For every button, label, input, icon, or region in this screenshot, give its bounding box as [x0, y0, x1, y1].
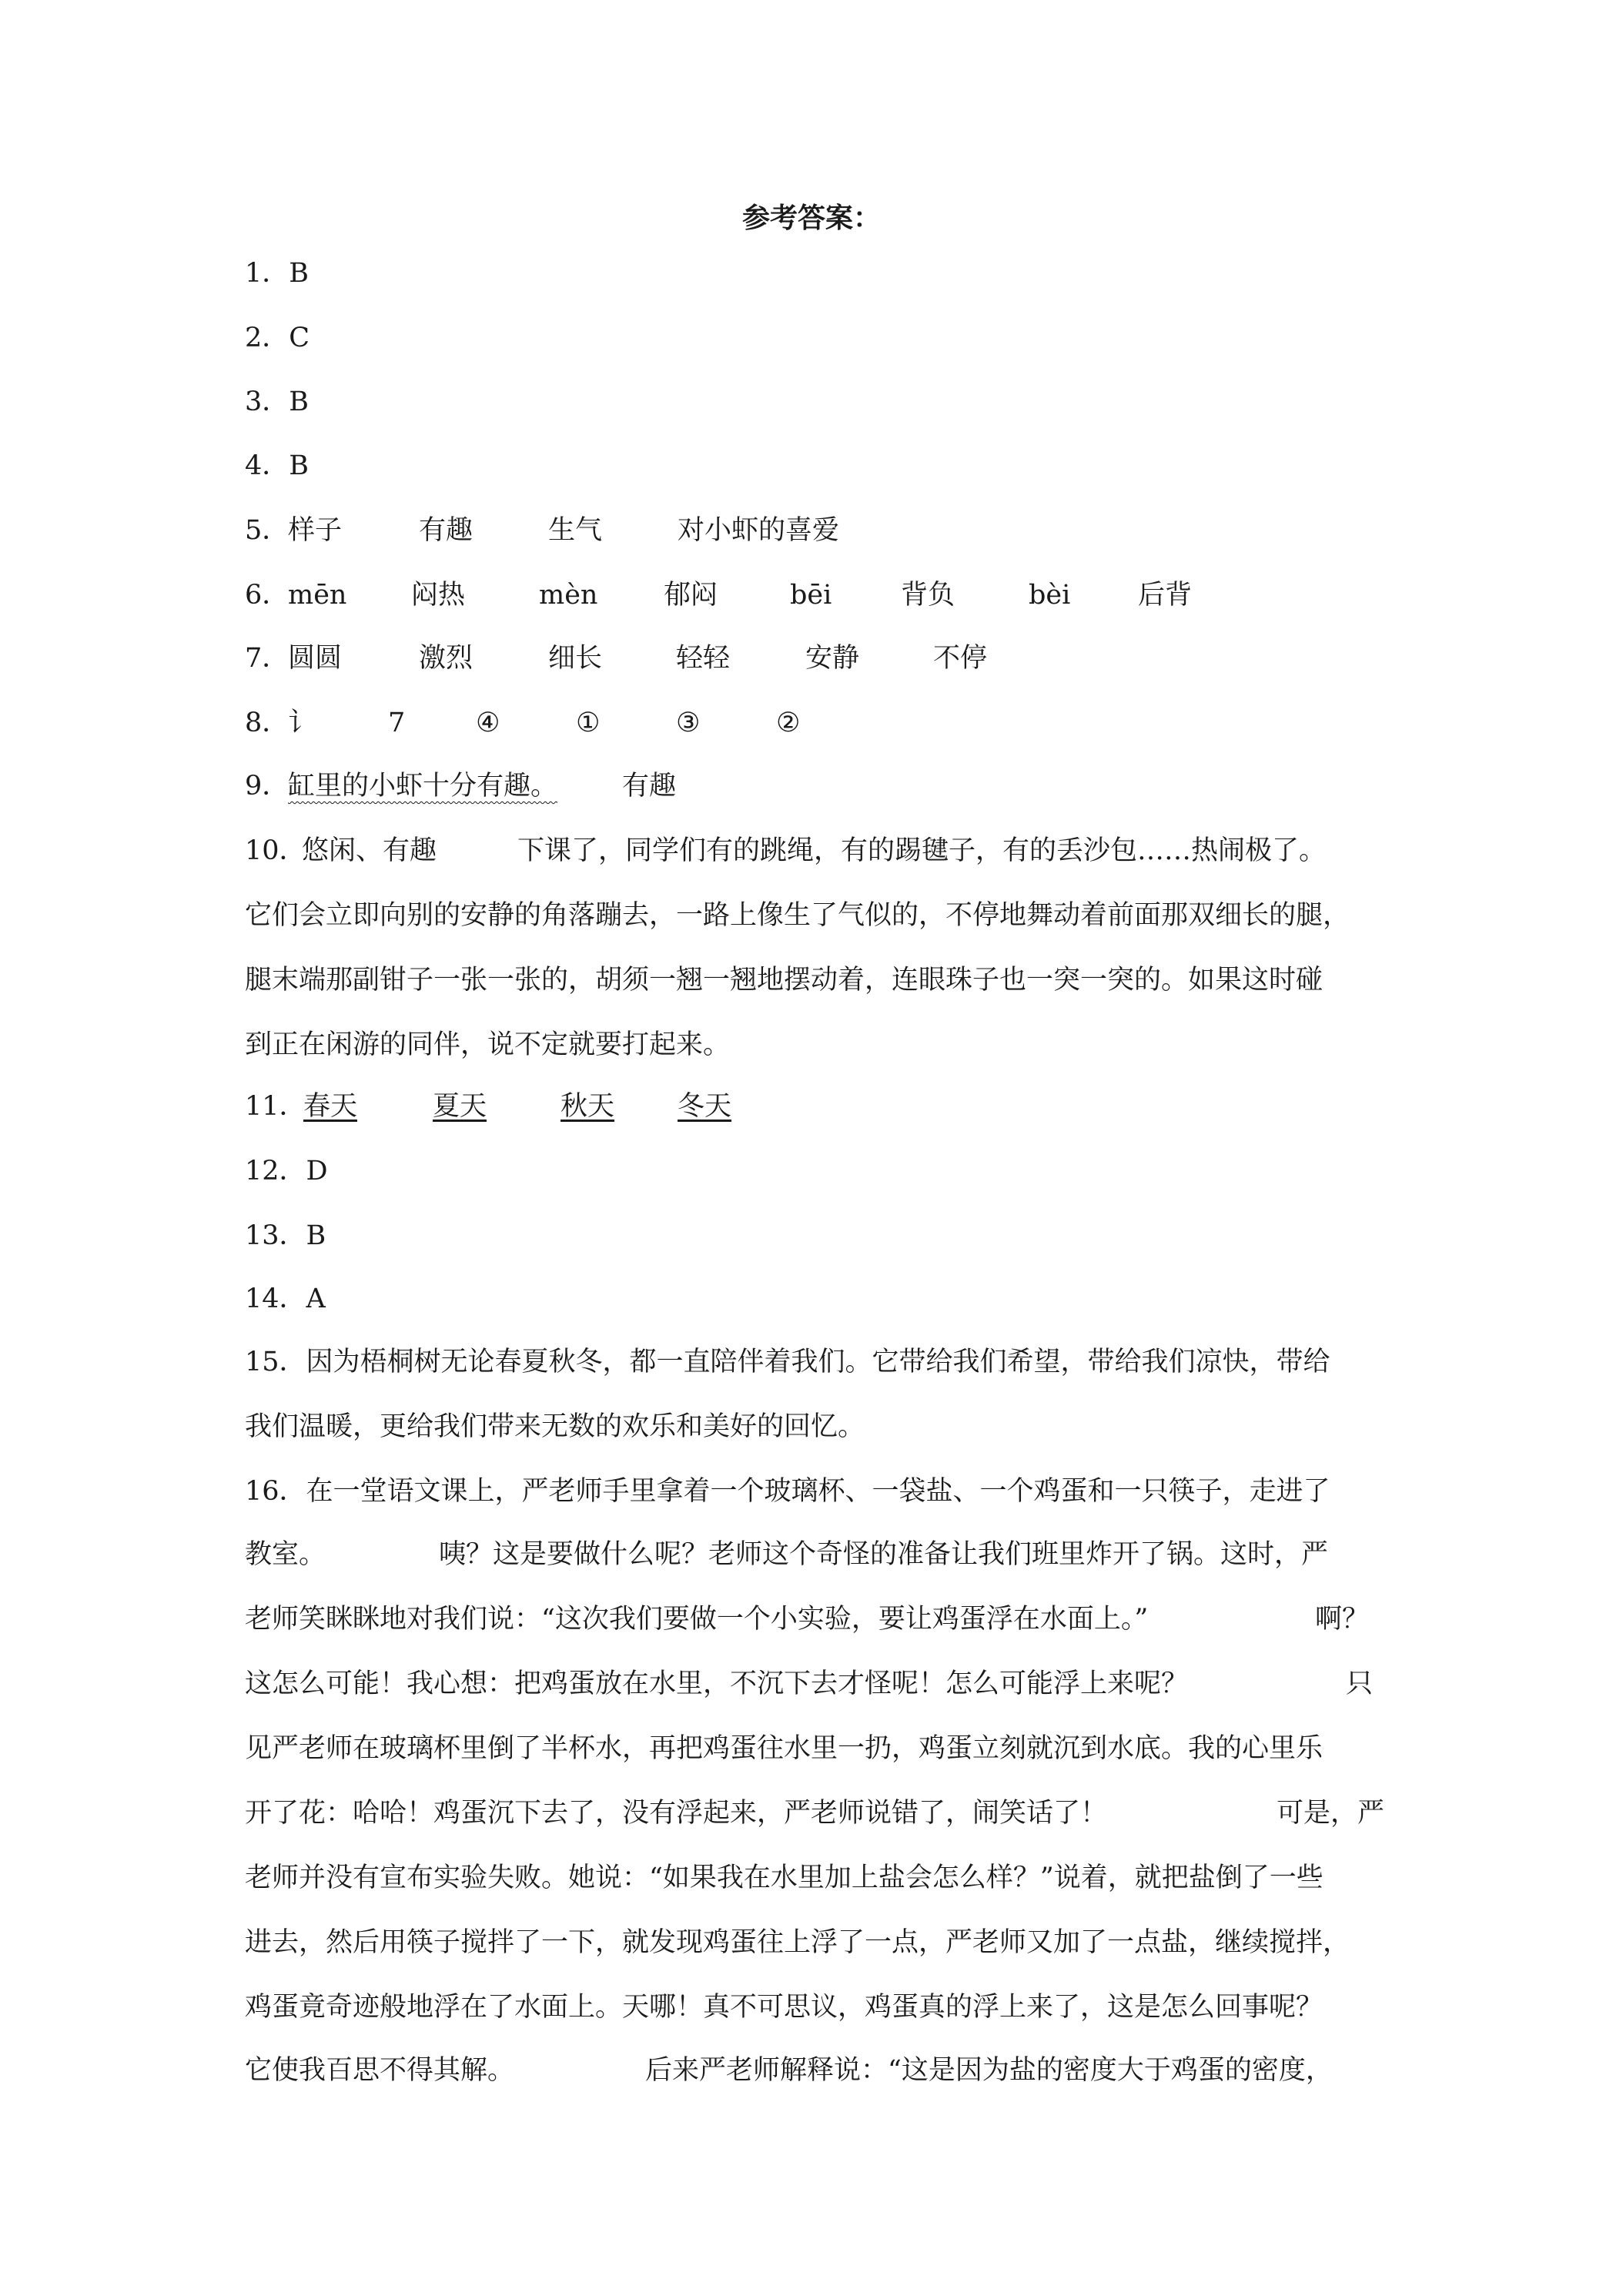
- answer-16-line-5: [245, 1729, 1384, 1768]
- paragraph-line: 教室。: [245, 1539, 326, 1570]
- answer-value: A: [306, 1284, 326, 1314]
- answer-item: 后背: [1138, 580, 1193, 611]
- pinyin: mēn: [288, 580, 347, 611]
- answer-6: [245, 576, 1384, 614]
- answer-7: [245, 639, 1384, 678]
- paragraph-line: 它们会立即向别的安静的角落蹦去，一路上像生了气似的，不停地舞动着前面那双细长的腿，: [245, 900, 1350, 931]
- answer-item: 有趣: [419, 515, 474, 546]
- answer-item: 闷热: [411, 580, 466, 611]
- answer-13: [245, 1217, 1384, 1255]
- answer-item: 郁闷: [664, 580, 718, 611]
- season-item: 秋天: [561, 1091, 615, 1122]
- question-number: 3．: [245, 387, 289, 417]
- answer-item: 对小虾的喜爱: [678, 515, 840, 546]
- question-number: 4．: [245, 450, 289, 481]
- answer-item: 细长: [548, 643, 603, 674]
- answer-1: [245, 254, 1384, 293]
- answer-16-first-line: [245, 1472, 1384, 1511]
- answer-16-line-9: [245, 1988, 1384, 2027]
- answer-item: 激烈: [419, 643, 474, 674]
- paragraph-line: 腿末端那副钳子一张一张的，胡须一翘一翘地摆动着，连眼珠子也一突一突的。如果这时碰: [245, 965, 1323, 996]
- paragraph-line: 老师并没有宣布实验失败。她说：“如果我在水里加上盐会怎么样？”说着，就把盐倒了一些: [245, 1863, 1323, 1893]
- page-title: 参考答案：: [741, 202, 881, 234]
- answer-value: B: [306, 1220, 326, 1251]
- paragraph-line: 鸡蛋竟奇迹般地浮在了水面上。天哪！真不可思议，鸡蛋真的浮上来了，这是怎么回事呢？: [245, 1992, 1323, 2023]
- answer-item: 轻轻: [676, 643, 731, 674]
- question-number: 12．: [245, 1156, 306, 1186]
- season-item: 春天: [303, 1091, 358, 1122]
- paragraph-line: 进去，然后用筷子搅拌了一下，就发现鸡蛋往上浮了一点，严老师又加了一点盐，继续搅拌，: [245, 1927, 1350, 1958]
- paragraph-line: 到正在闲游的同伴，说不定就要打起来。: [245, 1029, 731, 1060]
- answer-item: 下课了，同学们有的跳绳，有的踢毽子，有的丢沙包……热闹极了。: [517, 835, 1327, 866]
- answer-item: 样子: [288, 515, 343, 546]
- paragraph-line: 它使我百思不得其解。: [245, 2055, 515, 2086]
- paragraph-line: 在一堂语文课上，严老师手里拿着一个玻璃杯、一袋盐、一个鸡蛋和一只筷子，走进了: [306, 1476, 1330, 1507]
- answer-item: ①: [576, 708, 601, 738]
- question-number: 2．: [245, 323, 289, 353]
- paragraph-line: 这怎么可能！我心想：把鸡蛋放在水里，不沉下去才怪呢！怎么可能浮上来呢？: [245, 1668, 1189, 1699]
- pinyin: bèi: [1029, 580, 1071, 611]
- answer-3: [245, 383, 1384, 421]
- answer-item: ④: [476, 708, 500, 738]
- answer-16-line-7: [245, 1859, 1384, 1897]
- paragraph-line: 见严老师在玻璃杯里倒了半杯水，再把鸡蛋往水里一扔，鸡蛋立刻就沉到水底。我的心里乐: [245, 1733, 1323, 1764]
- answer-item: 圆圆: [288, 643, 343, 674]
- answer-10-first-line: [245, 832, 1384, 870]
- paragraph-line: 啊？: [1315, 1604, 1370, 1635]
- question-number: 1．: [245, 258, 289, 289]
- answer-14: [245, 1280, 1384, 1318]
- answer-16-line-8: [245, 1923, 1384, 1962]
- answer-item: 有趣: [622, 771, 677, 802]
- pinyin: bēi: [790, 580, 832, 611]
- answer-10-paragraph: [245, 896, 1387, 1090]
- answer-8: [245, 704, 1384, 742]
- paragraph-line: 我们温暖，更给我们带来无数的欢乐和美好的回忆。: [245, 1411, 865, 1442]
- question-number: 8．: [245, 708, 289, 738]
- answer-item: ②: [776, 708, 801, 738]
- paragraph-line: 只: [1346, 1668, 1374, 1699]
- stroke-count: 7: [388, 708, 406, 738]
- question-number: 16．: [245, 1476, 306, 1507]
- answer-16-line-2: [245, 1535, 1384, 1574]
- question-number: 15．: [245, 1347, 306, 1377]
- answer-16-line-3: [245, 1600, 1384, 1638]
- answer-15-line-2: [245, 1407, 1384, 1446]
- answer-16-line-6: [245, 1794, 1384, 1832]
- paragraph-line: 老师笑眯眯地对我们说：“这次我们要做一个小实验，要让鸡蛋浮在水面上。”: [245, 1604, 1149, 1635]
- question-number: 11．: [245, 1091, 306, 1122]
- answer-15-first-line: [245, 1343, 1384, 1381]
- paragraph-line: 咦？这是要做什么呢？老师这个奇怪的准备让我们班里炸开了锅。这时，严: [439, 1539, 1329, 1570]
- answer-4: [245, 447, 1384, 485]
- answer-item: ③: [676, 708, 701, 738]
- answer-item: 生气: [548, 515, 603, 546]
- answer-value: B: [289, 450, 310, 481]
- answer-value: C: [289, 323, 310, 353]
- pinyin: mèn: [539, 580, 598, 611]
- answer-item: 背负: [901, 580, 955, 611]
- answer-9: [245, 767, 1384, 805]
- answer-12: [245, 1152, 1384, 1190]
- question-number: 9．: [245, 771, 289, 802]
- paragraph-line: 后来严老师解释说：“这是因为盐的密度大于鸡蛋的密度，: [645, 2055, 1333, 2086]
- paragraph-line: 因为梧桐树无论春夏秋冬，都一直陪伴着我们。它带给我们希望，带给我们凉快，带给: [306, 1347, 1330, 1377]
- answer-2: [245, 319, 1384, 357]
- question-number: 5．: [245, 515, 289, 546]
- answer-value: B: [289, 387, 310, 417]
- question-number: 7．: [245, 643, 289, 674]
- season-item: 夏天: [433, 1091, 487, 1122]
- question-number: 6．: [245, 580, 289, 611]
- season-item: 冬天: [678, 1091, 732, 1122]
- answer-5: [245, 511, 1384, 550]
- paragraph-line: 开了花：哈哈！鸡蛋沉下去了，没有浮起来，严老师说错了，闹笑话了！: [245, 1798, 1108, 1829]
- radical: 讠: [288, 708, 316, 738]
- answer-item: 安静: [805, 643, 860, 674]
- question-number: 13．: [245, 1220, 306, 1251]
- answer-item: 悠闲、有趣: [302, 835, 437, 866]
- question-number: 10．: [245, 835, 306, 866]
- answer-16-line-4: [245, 1665, 1384, 1703]
- answer-11: [245, 1087, 1384, 1126]
- answer-16-line-10: [245, 2051, 1384, 2090]
- paragraph-line: 可是，严: [1277, 1798, 1385, 1829]
- answer-sentence: 缸里的小虾十分有趣。: [288, 771, 558, 802]
- answer-value: D: [306, 1156, 328, 1186]
- answer-item: 不停: [933, 643, 988, 674]
- question-number: 14．: [245, 1284, 306, 1314]
- answer-value: B: [289, 258, 310, 289]
